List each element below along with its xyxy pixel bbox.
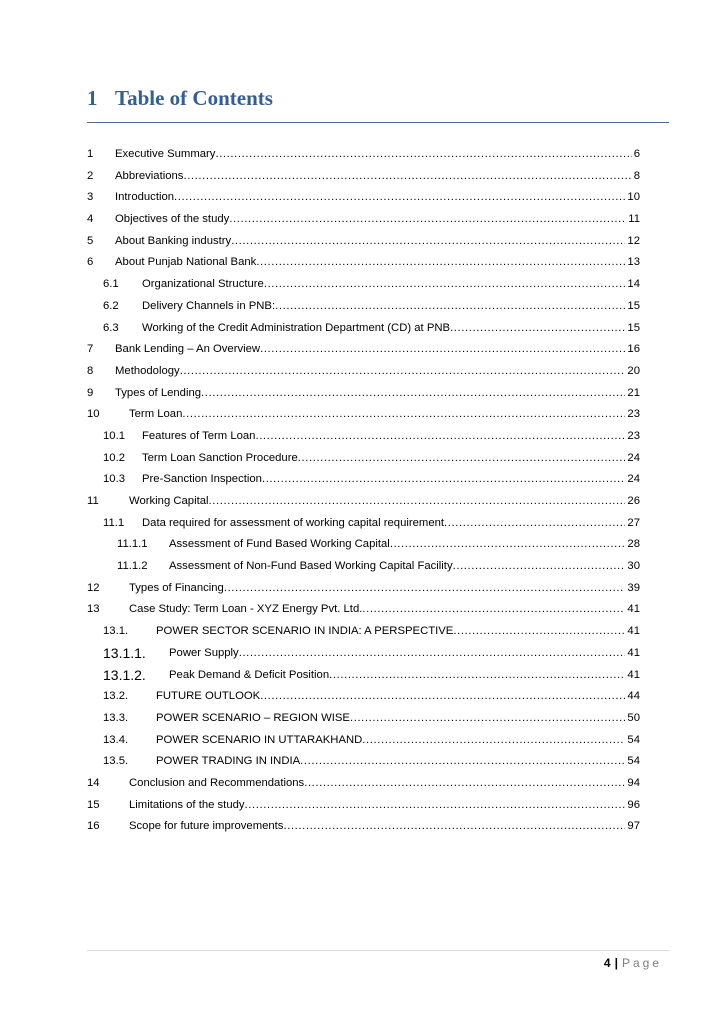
toc-entry-page: 24 [627, 451, 640, 464]
toc-entry-title[interactable]: Assessment of Non-Fund Based Working Capital Facility [169, 560, 453, 573]
toc-dot-leader [260, 339, 625, 361]
toc-entry-number: 6.3 [103, 321, 119, 334]
toc-dot-leader [304, 773, 625, 795]
toc-dot-leader [245, 795, 626, 817]
toc-entry[interactable] [87, 621, 640, 643]
toc-entry[interactable] [87, 469, 640, 491]
toc-entry[interactable] [87, 448, 640, 470]
toc-entry-number: 11.1 [103, 516, 125, 529]
toc-entry-title[interactable]: Features of Term Loan [142, 429, 256, 442]
toc-dot-leader [231, 231, 625, 253]
toc-entry-page: 20 [627, 364, 640, 377]
toc-list [87, 144, 640, 838]
toc-entry-title[interactable]: POWER SCENARIO IN UTTARAKHAND [156, 733, 363, 746]
toc-entry[interactable] [87, 252, 640, 274]
toc-dot-leader [201, 383, 625, 405]
toc-entry-number: 15 [87, 798, 100, 811]
toc-entry-number: 14 [87, 776, 100, 789]
toc-entry-page: 23 [627, 429, 640, 442]
toc-entry[interactable] [87, 404, 640, 426]
toc-entry-title[interactable]: Term Loan [129, 408, 183, 421]
toc-entry-number: 1 [87, 148, 94, 160]
toc-entry-title[interactable]: Objectives of the study [115, 213, 230, 226]
toc-dot-leader [180, 361, 626, 383]
toc-entry[interactable] [87, 361, 640, 383]
toc-entry-page: 96 [627, 798, 640, 811]
toc-entry-title[interactable]: Power Supply [169, 646, 239, 659]
toc-dot-leader [209, 491, 626, 513]
toc-entry-page: 11 [628, 213, 640, 226]
toc-entry-number: 10.2 [103, 451, 125, 464]
toc-entry-number: 11.1.2 [117, 560, 148, 573]
toc-dot-leader [262, 469, 625, 491]
toc-entry[interactable] [87, 665, 640, 687]
toc-entry-title[interactable]: Assessment of Fund Based Working Capital [169, 538, 390, 551]
toc-entry[interactable] [87, 686, 640, 708]
toc-entry-title[interactable]: Abbreviations [115, 169, 184, 182]
toc-entry-number: 13.4. [103, 733, 129, 746]
toc-entry-number: 12 [87, 581, 100, 594]
footer-rule [87, 950, 669, 951]
toc-entry-title[interactable]: Bank Lending – An Overview [115, 343, 261, 356]
toc-entry[interactable] [87, 795, 640, 817]
toc-dot-leader [350, 708, 625, 730]
toc-entry-number: 6.1 [103, 278, 119, 291]
page-footer [604, 955, 662, 971]
toc-entry-page: 21 [627, 386, 640, 399]
toc-dot-leader [444, 513, 625, 535]
toc-entry-title[interactable]: Executive Summary [115, 148, 216, 160]
toc-entry[interactable] [87, 643, 640, 665]
toc-dot-leader [260, 686, 625, 708]
toc-entry-title[interactable]: Scope for future improvements [129, 820, 284, 833]
toc-entry-number: 2 [87, 169, 94, 182]
toc-entry[interactable] [87, 296, 640, 318]
toc-entry-page: 27 [627, 516, 640, 529]
toc-entry-number: 13.3. [103, 711, 129, 724]
toc-entry-page: 50 [627, 711, 640, 724]
toc-entry-page: 24 [627, 473, 640, 486]
toc-entry-page: 39 [627, 581, 640, 594]
toc-entry-number: 16 [87, 820, 100, 833]
toc-dot-leader [229, 209, 626, 231]
toc-entry-number: 11 [87, 495, 99, 507]
toc-entry-page: 41 [627, 646, 640, 659]
toc-entry-page: 16 [627, 343, 640, 356]
toc-entry-title[interactable]: Delivery Channels in PNB: [142, 299, 276, 312]
toc-entry[interactable] [87, 166, 640, 188]
toc-dot-leader [450, 318, 625, 340]
toc-entry-number: 13.1.1. [103, 644, 146, 661]
toc-entry-number: 6.2 [103, 299, 119, 312]
toc-entry-page: 14 [627, 278, 640, 291]
toc-entry-title[interactable]: Types of Financing [129, 581, 224, 594]
toc-dot-leader [224, 578, 626, 600]
toc-entry-page: 30 [627, 560, 640, 573]
toc-entry-title[interactable]: Working of the Credit Administration Department (CD) at PNB [142, 321, 451, 334]
toc-entry-page: 54 [627, 733, 640, 746]
toc-entry[interactable] [87, 534, 640, 556]
footer-page-number: 4 [603, 956, 611, 970]
toc-entry-number: 10 [87, 408, 100, 421]
toc-entry[interactable] [87, 187, 640, 209]
toc-entry[interactable] [87, 513, 640, 535]
toc-dot-leader [453, 556, 626, 578]
toc-entry[interactable] [87, 751, 640, 773]
toc-entry-number: 8 [87, 364, 94, 377]
toc-entry[interactable] [87, 599, 640, 621]
toc-entry-number: 6 [87, 256, 94, 269]
toc-entry-page: 6 [633, 148, 640, 160]
footer-page-word: Page [621, 956, 662, 970]
heading-number: 1 [87, 86, 98, 110]
toc-entry-title[interactable]: Case Study: Term Loan - XYZ Energy Pvt. Ltd. [129, 603, 363, 616]
toc-entry-title[interactable]: Methodology [115, 364, 180, 377]
toc-dot-leader [174, 187, 625, 209]
toc-dot-leader [329, 665, 625, 687]
toc-entry[interactable] [87, 708, 640, 730]
toc-entry[interactable] [87, 426, 640, 448]
toc-entry[interactable] [87, 556, 640, 578]
toc-entry-page: 26 [627, 495, 640, 507]
toc-entry-page: 94 [627, 776, 640, 789]
toc-entry-title[interactable]: POWER SECTOR SCENARIO IN INDIA: A PERSPECTIVE [156, 625, 454, 638]
toc-entry-number: 4 [87, 213, 94, 226]
toc-entry-title[interactable]: Conclusion and Recommendations [129, 776, 305, 789]
toc-entry-number: 13.5. [103, 755, 129, 768]
toc-dot-leader [362, 730, 625, 752]
toc-entry[interactable] [87, 773, 640, 795]
toc-entry-page: 97 [627, 820, 640, 833]
toc-dot-leader [183, 166, 631, 188]
toc-entry-title[interactable]: About Banking industry [115, 234, 232, 247]
toc-entry-title[interactable]: FUTURE OUTLOOK [156, 690, 261, 703]
toc-entry-page: 13 [627, 256, 640, 269]
toc-entry-number: 13.2. [103, 690, 129, 703]
toc-dot-leader [215, 144, 631, 166]
toc-entry[interactable] [87, 274, 640, 296]
toc-entry-title[interactable]: Peak Demand & Deficit Position [169, 668, 330, 681]
toc-dot-leader [275, 296, 625, 318]
toc-entry-page: 41 [627, 625, 640, 638]
toc-entry-number: 13 [87, 603, 100, 616]
toc-dot-leader [390, 534, 626, 556]
toc-entry-page: 41 [627, 603, 640, 616]
toc-entry[interactable] [87, 144, 640, 166]
toc-entry-title[interactable]: POWER TRADING IN INDIA [156, 755, 301, 768]
toc-entry-number: 11.1.1 [117, 538, 148, 551]
toc-dot-leader [239, 643, 626, 665]
footer-separator: | [614, 956, 618, 970]
toc-entry-page: 15 [627, 299, 640, 312]
toc-entry-page: 54 [627, 755, 640, 768]
toc-entry-page: 28 [627, 538, 640, 551]
toc-entry[interactable] [87, 578, 640, 600]
toc-entry-number: 7 [87, 343, 94, 356]
toc-dot-leader [362, 599, 625, 621]
toc-entry-page: 15 [627, 321, 640, 334]
toc-entry-page: 44 [627, 690, 640, 703]
toc-entry-page: 41 [627, 668, 640, 681]
toc-entry-page: 10 [627, 191, 640, 204]
toc-entry-title[interactable]: Organizational Structure [142, 278, 264, 291]
toc-entry-number: 5 [87, 234, 94, 247]
toc-entry-title[interactable]: Working Capital [129, 495, 209, 507]
toc-entry[interactable] [87, 383, 640, 405]
toc-entry-page: 12 [627, 234, 640, 247]
toc-dot-leader [256, 252, 625, 274]
toc-heading [87, 86, 273, 111]
toc-entry[interactable] [87, 231, 640, 253]
toc-dot-leader [300, 751, 625, 773]
toc-entry-title[interactable]: POWER SCENARIO – REGION WISE [156, 711, 350, 724]
toc-dot-leader [453, 621, 625, 643]
toc-entry-number: 3 [87, 191, 94, 204]
toc-dot-leader [255, 426, 625, 448]
toc-entry-number: 13.1.2. [103, 666, 146, 683]
toc-entry[interactable] [87, 318, 640, 340]
toc-entry-title[interactable]: Data required for assessment of working capital requirement [142, 516, 445, 529]
toc-entry[interactable] [87, 209, 640, 231]
toc-entry-number: 9 [87, 386, 94, 399]
toc-entry-page: 23 [627, 408, 640, 421]
toc-entry[interactable] [87, 816, 640, 838]
toc-dot-leader [182, 404, 625, 426]
toc-entry-number: 10.3 [103, 473, 125, 486]
toc-entry-title[interactable]: About Punjab National Bank [115, 256, 257, 269]
toc-entry-title[interactable]: Term Loan Sanction Procedure [142, 451, 298, 464]
toc-dot-leader [264, 274, 626, 296]
toc-entry-title[interactable]: Pre-Sanction Inspection [142, 473, 262, 486]
toc-entry-title[interactable]: Introduction [115, 191, 175, 204]
heading-rule [87, 122, 669, 123]
toc-dot-leader [283, 816, 625, 838]
toc-dot-leader [298, 448, 626, 470]
heading-title: Table of Contents [115, 86, 273, 110]
toc-entry[interactable] [87, 491, 640, 513]
toc-entry[interactable] [87, 730, 640, 752]
toc-entry-title[interactable]: Limitations of the study [129, 798, 245, 811]
toc-entry[interactable] [87, 339, 640, 361]
toc-entry-number: 10.1 [103, 429, 125, 442]
toc-entry-page: 8 [633, 169, 640, 182]
toc-entry-title[interactable]: Types of Lending [115, 386, 202, 399]
toc-entry-number: 13.1. [103, 625, 129, 638]
